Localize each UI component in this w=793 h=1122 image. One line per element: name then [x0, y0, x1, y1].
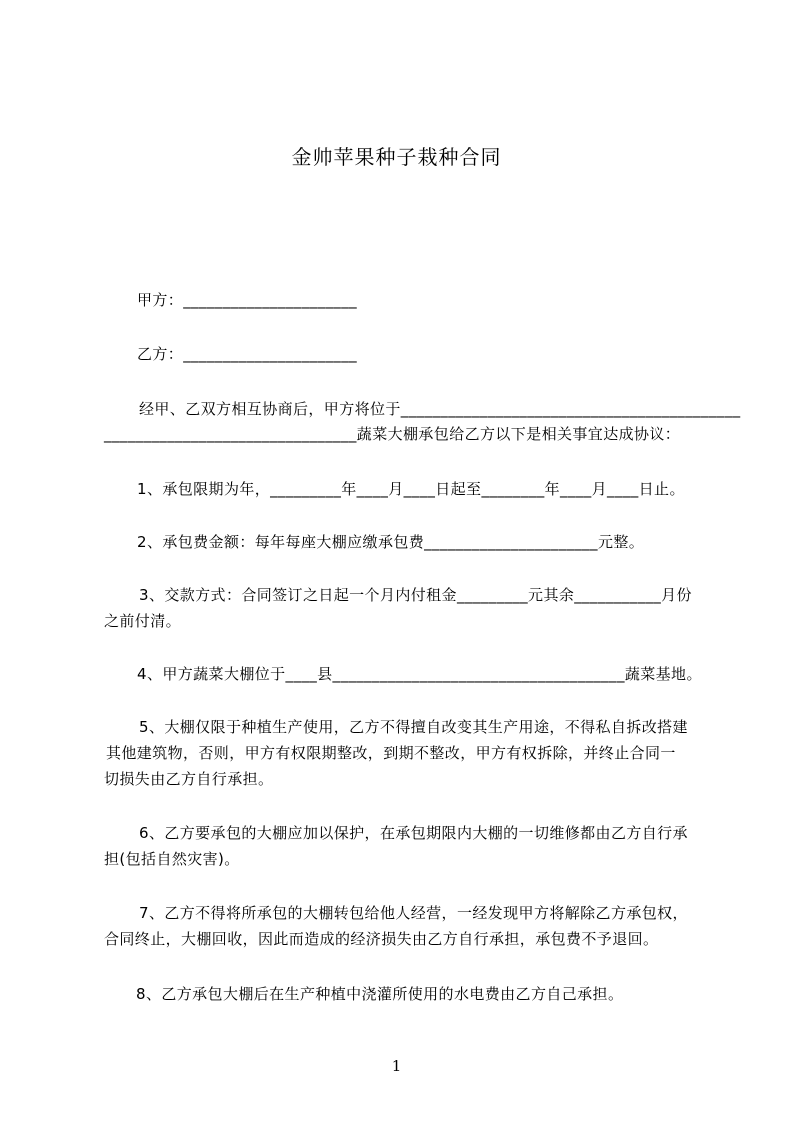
clause-5-line-1: 5、大棚仅限于种植生产使用，乙方不得擅自改变其生产用途，不得私自拆改搭建	[139, 718, 688, 736]
clause-5-line-3: 切损失由乙方自行承担。	[104, 770, 274, 788]
clause-5-line-2: 其他建筑物，否则，甲方有权限期整改，到期不整改，甲方有权拆除，并终止合同一	[106, 744, 676, 762]
clause-3-line-1: 3、交款方式：合同签订之日起一个月内付租金_________元其余___________月份	[139, 586, 692, 604]
clause-4: 4、甲方蔬菜大棚位于____县_____________________________________蔬菜基地。	[137, 665, 702, 683]
page-number: 1	[391, 1057, 402, 1075]
clause-6-line-1: 6、乙方要承包的大棚应加以保护，在承包期限内大棚的一切维修都由乙方自行承	[139, 824, 688, 842]
clause-8: 8、乙方承包大棚后在生产种植中浇灌所使用的水电费由乙方自己承担。	[136, 985, 624, 1003]
clause-3-line-2: 之前付清。	[104, 612, 182, 630]
intro-line-1: 经甲、乙双方相互协商后，甲方将位于___________________________________________	[139, 400, 741, 418]
intro-line-2: ________________________________蔬菜大棚承包给乙方以下是相关事宜达成协议：	[104, 425, 681, 443]
clause-6-line-2: 担(包括自然灾害)。	[104, 850, 240, 868]
clause-7-line-1: 7、乙方不得将所承包的大棚转包给他人经营，一经发现甲方将解除乙方承包权，	[139, 904, 688, 922]
clause-2: 2、承包费金额：每年每座大棚应缴承包费______________________元整。	[137, 533, 645, 551]
clause-7-line-2: 合同终止，大棚回收，因此而造成的经济损失由乙方自行承担，承包费不予退回。	[104, 930, 659, 948]
document-title: 金帅苹果种子栽种合同	[291, 145, 502, 169]
clause-1: 1、承包限期为年，_________年____月____日起至________年____月____日止。	[137, 480, 685, 498]
party-b-line: 乙方：______________________	[137, 345, 358, 363]
party-a-line: 甲方：______________________	[137, 291, 358, 309]
